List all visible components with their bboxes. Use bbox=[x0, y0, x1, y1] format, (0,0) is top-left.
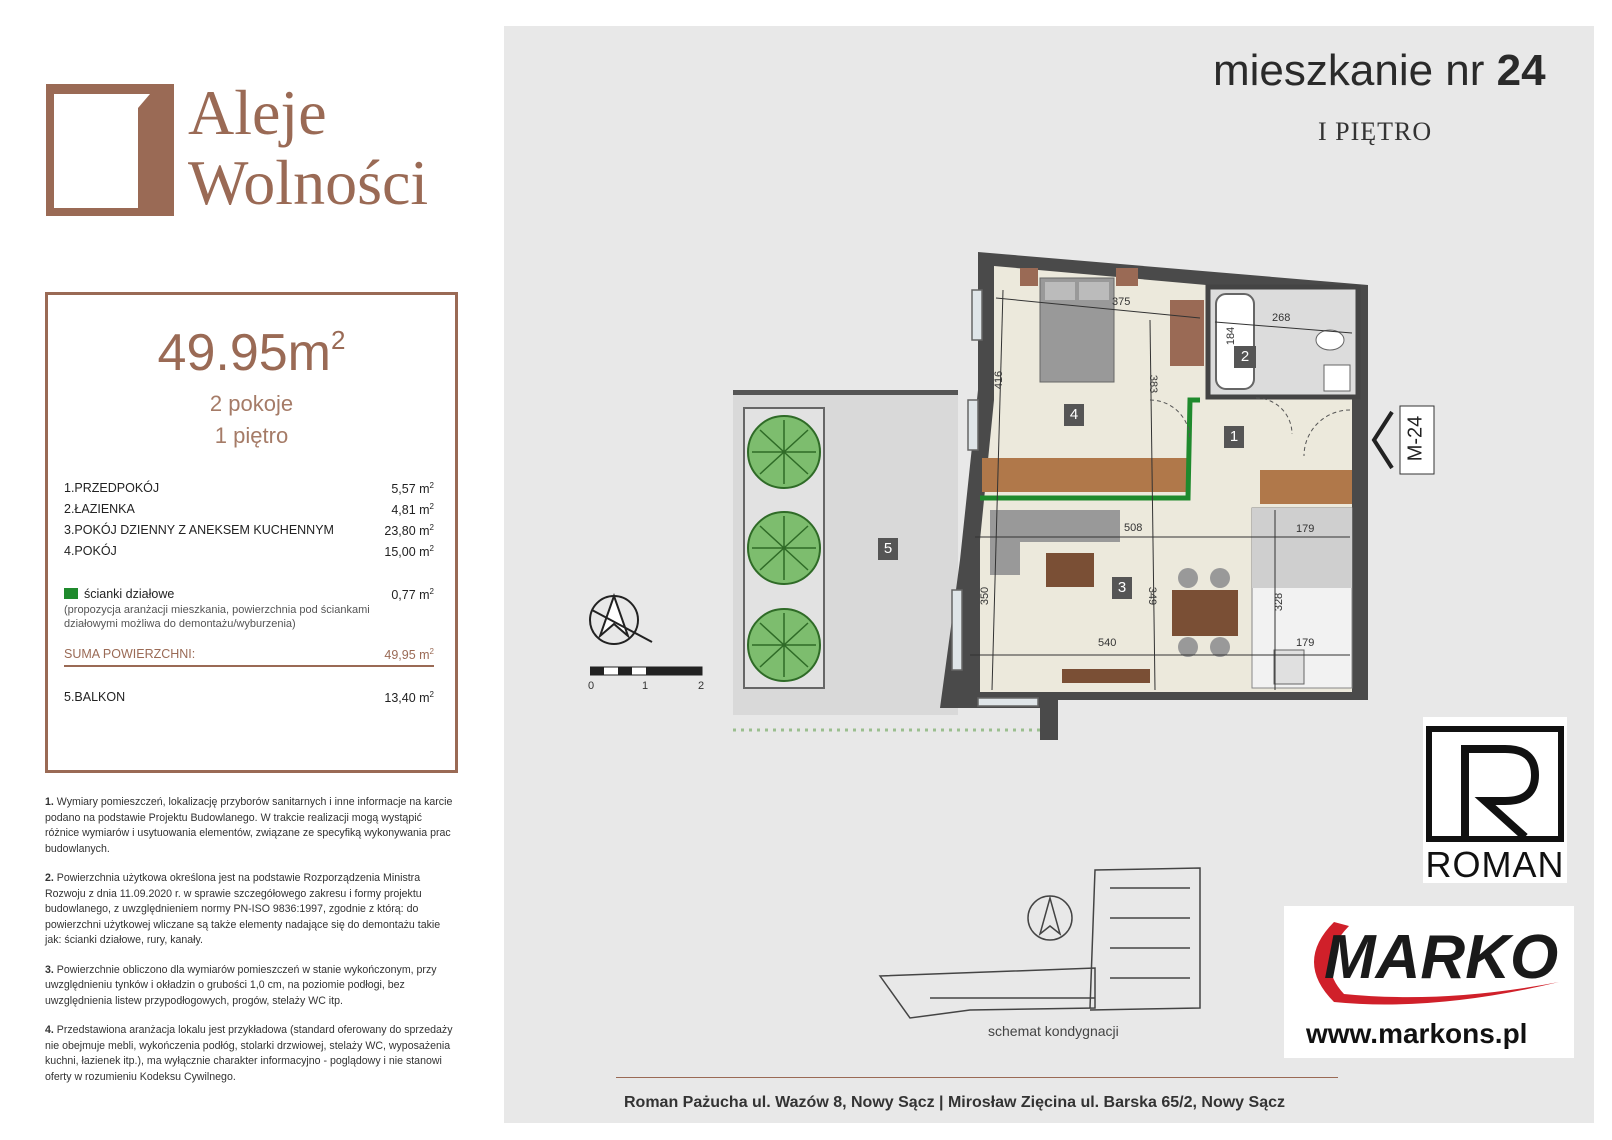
dimension: 179 bbox=[1296, 523, 1315, 535]
brand-line-2: Wolności bbox=[188, 147, 429, 218]
apartment-title: mieszkanie nr 24 bbox=[1213, 46, 1546, 95]
roman-logo-text: ROMAN bbox=[1425, 844, 1565, 885]
area-summary-box: $49.95m^2$ 2 pokoje 1 piętro 1.PRZEDPOKÓJ 5,57 $m^2$ 2.ŁAZIENKA 4,81 $m^2$ 3.POKÓJ DZIENNY Z ANEKSEM KUCHENNYM 23,80 $m^2$ 4.POKÓJ 15,00 $m^2$ ścianki działowe 0,77 $m^2$ (propozycja aranżacji mieszkania, powierzchnia pod ściankami działowymi możliwa do demontażu/wyburzenia) SUMA POWIERZCHNI: 49,95 $m^2$ 5.BALKON 13,40 $m^2$ bbox=[45, 292, 458, 773]
sink-icon bbox=[1324, 365, 1350, 391]
footnotes bbox=[45, 795, 457, 1099]
footer-divider bbox=[616, 1077, 1338, 1078]
scale-label: 0 bbox=[588, 680, 595, 692]
compass-icon bbox=[588, 590, 656, 650]
rooms-count: 2 pokoje bbox=[209, 391, 294, 416]
dimension: 508 bbox=[1124, 522, 1143, 534]
dimension: 540 bbox=[1098, 637, 1117, 649]
brand-line-1: Aleje bbox=[188, 77, 327, 148]
brand-logo-icon bbox=[46, 84, 174, 216]
floor-schematic bbox=[870, 858, 1240, 1028]
dimension: 268 bbox=[1272, 312, 1291, 324]
unit-tag: M-24 bbox=[1404, 415, 1427, 462]
toilet-icon bbox=[1316, 330, 1344, 350]
partition-legend-swatch bbox=[64, 588, 78, 599]
scale-bar bbox=[590, 666, 704, 676]
roman-logo bbox=[1423, 717, 1567, 883]
room-number: 5 bbox=[878, 538, 898, 560]
dimension: 375 bbox=[1112, 296, 1131, 308]
dimension: 416 bbox=[993, 370, 1006, 390]
footer-contacts: Roman Pażucha ul. Wazów 8, Nowy Sącz | Mirosław Zięcina ul. Barska 65/2, Nowy Sącz bbox=[624, 1094, 1285, 1111]
scale-label: 2 bbox=[698, 680, 705, 692]
room-number: 2 bbox=[1234, 346, 1256, 368]
tv-unit bbox=[1062, 669, 1150, 683]
total-divider bbox=[64, 665, 434, 667]
schematic-label: schemat kondygnacji bbox=[988, 1023, 1119, 1039]
scale-label: 1 bbox=[642, 680, 649, 692]
footnote-1: 1. Wymiary pomieszczeń, lokalizację przyborów sanitarnych i inne informacje na karcie podano na podstawie Projektu Budowlanego. W trakcie realizacji mogą wystąpić różnice wymiarów i usytuowania elementów, związane ze specyfiką wykonywania prac budowlanych. bbox=[45, 796, 453, 855]
dimension: 350 bbox=[979, 586, 992, 606]
dimension: 349 bbox=[1146, 586, 1159, 606]
brand-name bbox=[188, 78, 428, 218]
dimension: 179 bbox=[1296, 637, 1315, 649]
roman-logo-icon bbox=[1425, 725, 1565, 843]
coffee-table-icon bbox=[1046, 553, 1094, 587]
dining-table-icon bbox=[1172, 590, 1238, 636]
floor-title: I PIĘTRO bbox=[1318, 117, 1433, 146]
marko-url: www.markons.pl bbox=[1306, 1018, 1528, 1049]
dimension: 184 bbox=[1225, 326, 1238, 346]
wardrobe bbox=[982, 458, 1187, 492]
partitions-note: (propozycja aranżacji mieszkania, powierzchnia pod ściankami działowymi możliwa do demontażu/wyburzenia) bbox=[64, 604, 370, 630]
room-number: 1 bbox=[1224, 426, 1244, 448]
floor-label: 1 piętro bbox=[214, 423, 289, 448]
marko-logo-text: MARKO bbox=[1324, 923, 1559, 992]
dimension: 328 bbox=[1273, 592, 1286, 612]
room-number: 4 bbox=[1064, 404, 1084, 426]
footnote-2: 2. Powierzchnia użytkowa określona jest na podstawie Rozporządzenia Ministra Rozwoju z dnia 11.09.2020 r. w sprawie szczegółowego zakresu i formy projektu budowlanego, z uwzględnieniem normy PN-ISO 9836:1997, zgodnie z którą: do powierzchni użytkowej wliczane są także elementy nadające się do demontażu takie jak: ścianki działowe, rury, kanały. bbox=[45, 872, 441, 946]
total-area: $49.95m^2$ bbox=[157, 324, 346, 382]
hall-wardrobe bbox=[1260, 470, 1352, 504]
room-number: 3 bbox=[1112, 577, 1132, 599]
desk-icon bbox=[1170, 300, 1204, 366]
marko-logo bbox=[1284, 906, 1574, 1058]
footnote-4: 4. Przedstawiona aranżacja lokalu jest przykładowa (standard oferowany do sprzedaży nie obejmuje mebli, wykończenia podłóg, stolarki drzwiowej, stelaży WC, wyposażenia kuchni, łazienek itp.), ma wyłącznie charakter informacyjno - poglądowy i nie stanowi oferty w rozumieniu Kodeksu Cywilnego. bbox=[45, 1024, 453, 1083]
dimension: 383 bbox=[1147, 374, 1160, 394]
footnote-3: 3. Powierzchnie obliczono dla wymiarów pomieszczeń w stanie wykończonym, przy uwzględnieniu tynków i okładzin o grubości 1,0 cm, na poziomie podłogi, bez uwzględnienia listew przypodłogowych, progów, stelaży WC itp. bbox=[45, 963, 437, 1007]
